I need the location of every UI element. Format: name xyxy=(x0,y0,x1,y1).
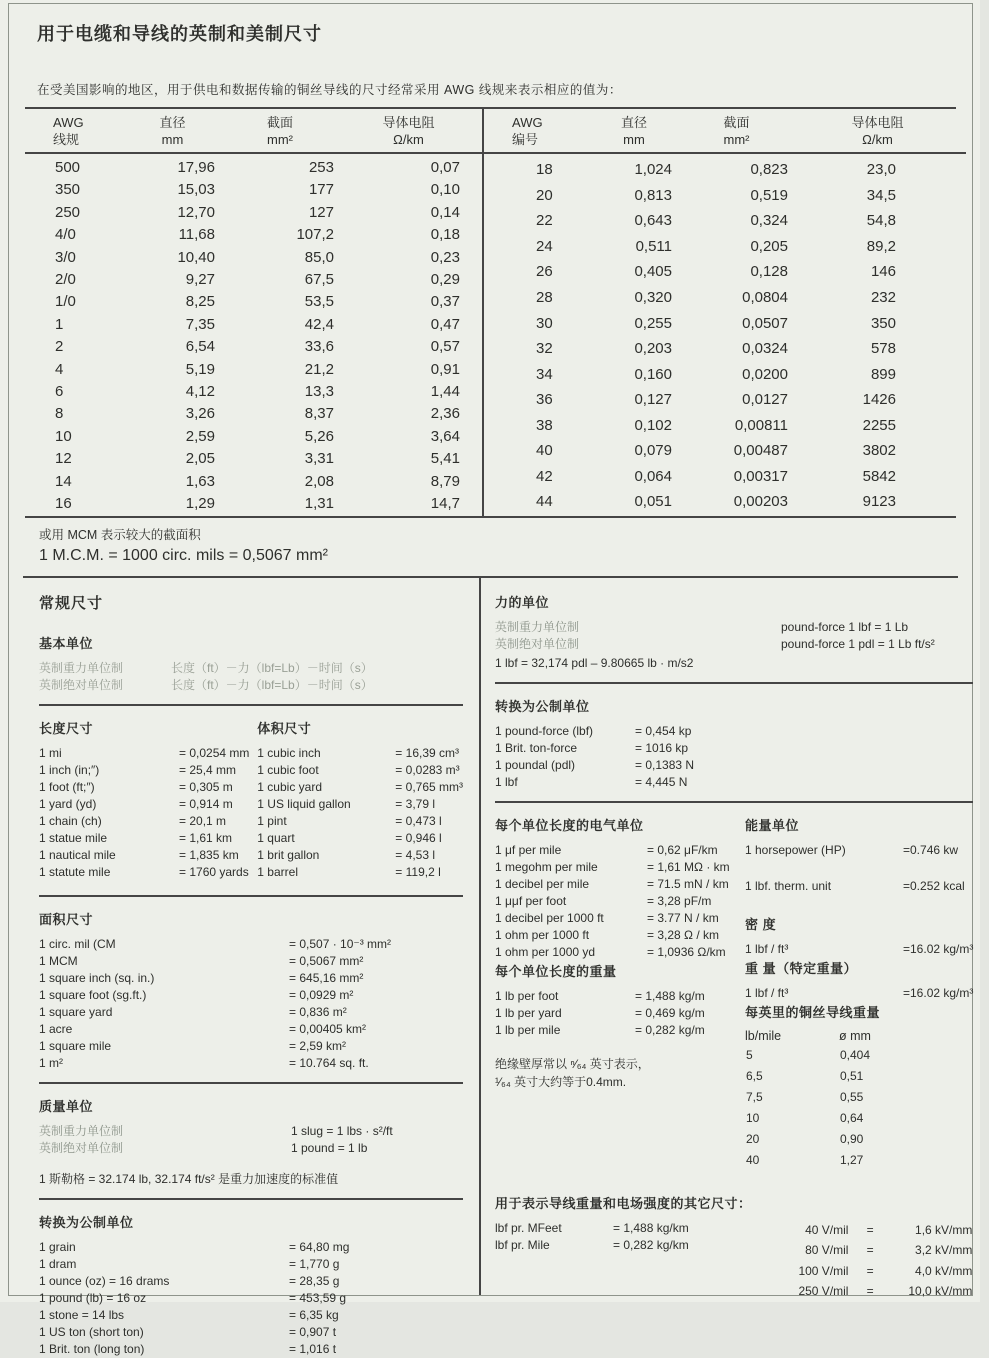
left-column xyxy=(23,578,481,1356)
table-row: 1 7,35 42,4 0,47 xyxy=(55,315,460,333)
list-item xyxy=(39,1273,463,1290)
list-item xyxy=(495,893,745,910)
table-row: 18 1,024 0,823 23,0 xyxy=(536,160,896,178)
list-item-label: 1 ounce (oz) = 16 drams xyxy=(39,1273,170,1288)
list-item-value: = 645,16 mm² xyxy=(289,970,364,985)
list-item xyxy=(495,988,745,1005)
list-item xyxy=(39,1004,463,1021)
table-row: 10 2,59 5,26 3,64 xyxy=(55,427,460,445)
electrical-list xyxy=(495,842,745,961)
list-item-label: 1 square inch (sq. in.) xyxy=(39,970,155,985)
table-row: 250 V/mil = 10,0 kV/mm xyxy=(798,1284,973,1298)
electrical-column xyxy=(495,815,745,1171)
divider xyxy=(39,1198,463,1200)
list-item-value: = 0,5067 mm² xyxy=(289,953,364,968)
table-row: 80 V/mil = 3,2 kV/mm xyxy=(805,1243,973,1257)
list-item-value: = 10.764 sq. ft. xyxy=(289,1055,369,1070)
list-item-label: 英制重力单位制 xyxy=(39,660,124,675)
divider xyxy=(495,801,973,803)
divider xyxy=(495,682,973,684)
awg-tables xyxy=(25,107,956,518)
list-item-label: 1 US liquid gallon xyxy=(257,796,351,811)
table-row: 10 0,64 xyxy=(746,1110,864,1125)
list-item-value: = 1016 kp xyxy=(635,740,689,755)
table-row: 7,5 0,55 xyxy=(746,1089,864,1104)
table-row: 42 0,064 0,00317 5842 xyxy=(536,467,896,485)
table-row: 100 V/mil = 4,0 kV/mm xyxy=(798,1263,973,1278)
list-item-value: = 71.5 mN / km xyxy=(647,876,729,891)
list-item-value: = 0,473 l xyxy=(395,813,442,828)
list-item-value: = 0,946 l xyxy=(395,830,442,845)
list-item xyxy=(495,842,745,859)
weight-specific-list xyxy=(745,985,973,1002)
list-item-label: lbf pr. MFeet xyxy=(495,1220,562,1235)
list-item-label: 1 pound (lb) = 16 oz xyxy=(39,1290,147,1305)
list-item xyxy=(39,936,463,953)
list-item xyxy=(495,1237,748,1254)
list-item-value: = 4,53 l xyxy=(395,847,435,862)
list-item-value: = 20,1 m xyxy=(179,813,227,828)
list-item xyxy=(745,878,973,895)
basic-units-list xyxy=(39,660,463,694)
mcm-note xyxy=(23,518,958,576)
table-row: 1/0 8,25 53,5 0,37 xyxy=(55,293,460,311)
heading-electrical: 每个单位长度的电气单位 xyxy=(495,817,644,833)
list-item-value: = 0,469 kg/m xyxy=(635,1005,705,1020)
divider xyxy=(39,1082,463,1084)
list-item-label: 1 poundal (pdl) xyxy=(495,757,576,772)
list-item-value: pound-force 1 lbf = 1 Lb xyxy=(781,619,909,634)
list-item-value: = 453,59 g xyxy=(289,1290,347,1305)
list-item-label: 英制重力单位制 xyxy=(495,619,580,634)
table-row: 36 0,127 0,0127 1426 xyxy=(536,391,896,409)
list-item xyxy=(257,847,463,864)
table-row: 2 6,54 33,6 0,57 xyxy=(55,338,460,356)
list-item xyxy=(745,842,973,859)
list-item xyxy=(495,944,745,961)
list-item-value: = 4,445 N xyxy=(635,774,688,789)
list-item xyxy=(495,859,745,876)
electrical-energy-block xyxy=(495,815,973,1171)
list-item-value: = 0,507 · 10⁻³ mm² xyxy=(289,936,392,951)
divider xyxy=(39,895,463,897)
table-row: 3/0 10,40 85,0 0,23 xyxy=(55,248,460,266)
heading-density: 密 度 xyxy=(745,916,777,932)
heading-length: 长度尺寸 xyxy=(39,720,94,736)
lower-panel xyxy=(23,576,974,1356)
heading-force: 力的单位 xyxy=(495,594,550,610)
list-item-value: = 0,914 m xyxy=(179,796,233,811)
list-item xyxy=(495,619,973,636)
list-item xyxy=(39,1307,463,1324)
col-header-section: 截面 mm² xyxy=(684,109,789,153)
list-item-label: 1 barrel xyxy=(257,864,298,879)
list-item-label: 1 decibel per 1000 ft xyxy=(495,910,604,925)
list-item-label: 1 yard (yd) xyxy=(39,796,97,811)
force-note: 1 lbf = 32,174 pdl – 9.80665 lb · m/s2 xyxy=(495,655,694,670)
col-header-section: 截面 mm² xyxy=(225,109,335,153)
list-item-label: 1 cubic inch xyxy=(257,745,321,760)
list-item-value: =16.02 kg/m³ xyxy=(903,941,974,956)
list-item-value: =0.252 kcal xyxy=(903,878,965,893)
list-item-value: = 0,0254 mm xyxy=(179,745,250,760)
list-item-label: 1 ohm per 1000 ft xyxy=(495,927,590,942)
intro-text: 在受美国影响的地区，用于供电和数据传输的铜丝导线的尺寸经常采用 AWG 线规来表示相应的值为： xyxy=(37,83,622,97)
list-item xyxy=(495,927,745,944)
list-item xyxy=(39,1038,463,1055)
list-item-value: = 2,59 km² xyxy=(289,1038,347,1053)
other-sizes-left-list xyxy=(495,1220,748,1302)
list-item-value: = 1,61 MΩ · km xyxy=(647,859,730,874)
list-item-value: =0.746 kw xyxy=(903,842,959,857)
list-item xyxy=(39,1256,463,1273)
length-volume-block xyxy=(39,718,463,885)
list-item-label: 1 circ. mil (CM xyxy=(39,936,116,951)
force-list xyxy=(495,619,973,653)
length-list xyxy=(39,745,257,881)
table-row: 500 17,96 253 0,07 xyxy=(55,159,460,176)
list-item-label: 1 lbf / ft³ xyxy=(745,941,789,956)
list-item-value: = 64,80 mg xyxy=(289,1239,350,1254)
list-item-value: = 3.77 N / km xyxy=(647,910,719,925)
insulation-note xyxy=(495,1055,745,1091)
heading-energy: 能量单位 xyxy=(745,817,800,833)
mcm-note-line1: 或用 MCM 表示较大的截面积 xyxy=(39,527,201,542)
list-item-label: 1 square mile xyxy=(39,1038,112,1053)
list-item-label: 1 lb per mile xyxy=(495,1022,561,1037)
list-item-value: = 1,016 t xyxy=(289,1341,337,1356)
col-header-diameter: 直径 mm xyxy=(120,109,225,153)
insulation-note-line1: 绝缘壁厚常以 ⁿ⁄₆₄ 英寸表示， xyxy=(495,1056,650,1071)
list-item-label: 1 US ton (short ton) xyxy=(39,1324,144,1339)
list-item-value: = 0,836 m² xyxy=(289,1004,347,1019)
heading-mass-metric: 转换为公制单位 xyxy=(39,1214,134,1230)
list-item-label: 1 ohm per 1000 yd xyxy=(495,944,596,959)
list-item-value: 长度（ft）－力（lbf=Lb）－时间（s） xyxy=(171,677,373,692)
length-column xyxy=(39,718,257,885)
list-item xyxy=(39,1341,463,1358)
awg-table-right xyxy=(484,109,966,516)
list-item-value: 1 pound = 1 lb xyxy=(291,1140,368,1155)
table-row: 6 4,12 13,3 1,44 xyxy=(55,383,460,401)
table-row: 8 3,26 8,37 2,36 xyxy=(55,405,460,423)
list-item-label: 1 lbf. therm. unit xyxy=(745,878,832,893)
list-item-label: 1 brit gallon xyxy=(257,847,320,862)
list-item-label: 1 lbf xyxy=(495,774,518,789)
volume-list xyxy=(257,745,463,881)
list-item-label: 1 lb per yard xyxy=(495,1005,562,1020)
heading-force-metric: 转换为公制单位 xyxy=(495,698,590,714)
list-item-value: = 0,1383 N xyxy=(635,757,695,772)
list-item-label: 1 statute mile xyxy=(39,864,111,879)
table-row: 24 0,511 0,205 89,2 xyxy=(536,237,896,255)
list-item-value: = 1,835 km xyxy=(179,847,239,862)
copper-wire-table-body xyxy=(745,1045,871,1171)
heading-area: 面积尺寸 xyxy=(39,911,94,927)
list-item-label: 英制绝对单位制 xyxy=(495,636,580,651)
list-item xyxy=(39,847,257,864)
list-item-value: = 1,0936 Ω/km xyxy=(647,944,726,959)
list-item xyxy=(257,864,463,881)
table-row: 16 1,29 1,31 14,7 xyxy=(55,495,460,513)
insulation-note-line2: ¹⁄₆₄ 英寸大约等于0.4mm. xyxy=(495,1074,627,1089)
list-item-label: 1 cubic foot xyxy=(257,762,319,777)
list-item-value: = 0,00405 km² xyxy=(289,1021,367,1036)
list-item-label: 1 Brit. ton (long ton) xyxy=(39,1341,145,1356)
awg-table-right-body xyxy=(484,153,966,516)
table-row: 26 0,405 0,128 146 xyxy=(536,263,896,281)
list-item-label: 1 grain xyxy=(39,1239,76,1254)
list-item-value: = 0,62 μF/km xyxy=(647,842,718,857)
list-item xyxy=(39,745,257,762)
heading-basic-units: 基本单位 xyxy=(39,635,94,651)
table-row: 2/0 9,27 67,5 0,29 xyxy=(55,271,460,289)
list-item-label: 1 lb per foot xyxy=(495,988,559,1003)
list-item-label: 1 inch (in;″) xyxy=(39,762,100,777)
mcm-note-line2: 1 M.C.M. = 1000 circ. mils = 0,5067 mm² xyxy=(39,546,328,564)
mass-list xyxy=(39,1123,463,1157)
awg-table-left-body xyxy=(25,153,483,516)
list-item xyxy=(495,740,973,757)
table-row: 5 0,404 xyxy=(746,1047,871,1062)
page-frame xyxy=(8,3,974,1356)
list-item-value: 长度（ft）－力（lbf=Lb）－时间（s） xyxy=(171,660,373,675)
table-row: 6,5 0,51 xyxy=(746,1068,864,1083)
density-list xyxy=(745,941,973,958)
table-row: 32 0,203 0,0324 578 xyxy=(536,340,896,358)
list-item xyxy=(39,796,257,813)
list-item-value: = 1,488 kg/km xyxy=(613,1220,689,1235)
list-item-label: 1 cubic yard xyxy=(257,779,322,794)
list-item xyxy=(39,830,257,847)
list-item xyxy=(495,757,973,774)
section-title-general: 常规尺寸 xyxy=(39,594,104,612)
list-item-value: = 3,28 pF/m xyxy=(647,893,712,908)
volume-column xyxy=(257,718,463,885)
table-row: 40 V/mil = 1,6 kV/mm xyxy=(805,1222,973,1237)
list-item-label: 1 m² xyxy=(39,1055,63,1070)
list-item-value: = 25,4 mm xyxy=(179,762,237,777)
list-item xyxy=(39,1290,463,1307)
list-item-value: = 3,79 l xyxy=(395,796,435,811)
list-item xyxy=(39,1140,463,1157)
list-item xyxy=(39,1123,463,1140)
mass-note: 1 斯勒格 = 32.174 lb, 32.174 ft/s² 是重力加速度的标准值 xyxy=(39,1171,339,1186)
list-item-value: = 0,0283 m³ xyxy=(395,762,460,777)
col-header-awg: AWG 线规 xyxy=(25,109,120,153)
heading-volume: 体积尺寸 xyxy=(257,720,312,736)
list-item xyxy=(257,745,463,762)
list-item-value: = 0,282 kg/km xyxy=(613,1237,689,1252)
list-item-value: = 1,61 km xyxy=(179,830,233,845)
heading-copper-wire: 每英里的铜丝导线重量 xyxy=(745,1004,881,1020)
list-item-label: 1 square yard xyxy=(39,1004,113,1019)
list-item-value: pound-force 1 pdl = 1 Lb ft/s² xyxy=(781,636,935,651)
copper-col-diameter: ø mm xyxy=(839,1028,871,1043)
list-item-value: = 28,35 g xyxy=(289,1273,340,1288)
list-item xyxy=(257,830,463,847)
list-item-value: = 6,35 kg xyxy=(289,1307,339,1322)
list-item-label: 1 Brit. ton-force xyxy=(495,740,578,755)
awg-table-right-header xyxy=(484,109,966,153)
list-item-label: 1 square foot (sg.ft.) xyxy=(39,987,147,1002)
list-item-value: = 119,2 l xyxy=(395,864,441,879)
page-title: 用于电缆和导线的英制和美制尺寸 xyxy=(37,24,322,44)
list-item-label: 英制绝对单位制 xyxy=(39,1140,124,1155)
table-row: 40 0,079 0,00487 3802 xyxy=(536,442,896,460)
list-item xyxy=(495,723,973,740)
right-column xyxy=(481,578,989,1296)
list-item xyxy=(257,779,463,796)
mass-metric-list xyxy=(39,1239,463,1358)
list-item-label: lbf pr. Mile xyxy=(495,1237,550,1252)
awg-table-left-header xyxy=(25,109,483,153)
table-row: 28 0,320 0,0804 232 xyxy=(536,288,896,306)
list-item-value: = 0,305 m xyxy=(179,779,233,794)
copper-wire-table xyxy=(745,1029,871,1171)
copper-col-lb-mile: lb/mile xyxy=(745,1028,782,1043)
list-item-label: 1 μf per mile xyxy=(495,842,562,857)
list-item-value: = 1,770 g xyxy=(289,1256,340,1271)
list-item xyxy=(495,636,973,653)
list-item-label: 1 statue mile xyxy=(39,830,108,845)
heading-other-sizes: 用于表示导线重量和电场强度的其它尺寸： xyxy=(495,1195,752,1211)
list-item-label: 1 dram xyxy=(39,1256,77,1271)
list-item-label: 1 μμf per foot xyxy=(495,893,567,908)
list-item xyxy=(39,762,257,779)
list-item-label: 1 MCM xyxy=(39,953,78,968)
list-item-label: 1 pint xyxy=(257,813,287,828)
table-row: 4/0 11,68 107,2 0,18 xyxy=(55,226,460,244)
list-item xyxy=(257,813,463,830)
list-item-value: = 3,28 Ω / km xyxy=(647,927,719,942)
heading-mass: 质量单位 xyxy=(39,1098,94,1114)
list-item-value: = 1,488 kg/m xyxy=(635,988,705,1003)
other-sizes-block xyxy=(495,1193,973,1302)
divider xyxy=(39,704,463,706)
list-item-label: 1 quart xyxy=(257,830,295,845)
table-row: 44 0,051 0,00203 9123 xyxy=(536,493,896,511)
list-item xyxy=(39,1055,463,1072)
list-item-label: 1 horsepower (HP) xyxy=(745,842,846,857)
list-item-label: 1 acre xyxy=(39,1021,73,1036)
table-row: 20 0,813 0,519 34,5 xyxy=(536,186,896,204)
list-item xyxy=(39,1021,463,1038)
col-header-resistance: 导体电阻 Ω/km xyxy=(789,109,966,153)
list-item-label: 1 foot (ft;″) xyxy=(39,779,95,794)
list-item xyxy=(39,987,463,1004)
table-row: 40 1,27 xyxy=(746,1152,864,1167)
list-item xyxy=(39,660,463,677)
energy-column xyxy=(745,815,973,1171)
list-item-value: = 0,907 t xyxy=(289,1324,337,1339)
list-item-label: 英制绝对单位制 xyxy=(39,677,124,692)
list-item-value: = 16,39 cm³ xyxy=(395,745,459,760)
awg-table-left xyxy=(25,109,484,516)
list-item-value: = 0,282 kg/m xyxy=(635,1022,705,1037)
heading-weight-specific: 重 量（特定重量） xyxy=(745,960,858,976)
list-item xyxy=(39,813,257,830)
list-item xyxy=(39,677,463,694)
list-item xyxy=(745,941,973,958)
list-item xyxy=(495,910,745,927)
vmil-table-body xyxy=(748,1220,974,1302)
force-metric-list xyxy=(495,723,973,791)
list-item xyxy=(745,985,973,1002)
list-item xyxy=(39,1239,463,1256)
list-item-label: 1 chain (ch) xyxy=(39,813,102,828)
table-row: 250 12,70 127 0,14 xyxy=(55,203,460,221)
table-row: 350 15,03 177 0,10 xyxy=(55,181,460,199)
list-item xyxy=(495,876,745,893)
list-item xyxy=(39,779,257,796)
heading-weight-per-length: 每个单位长度的重量 xyxy=(495,963,617,979)
list-item-value: = 0,0929 m² xyxy=(289,987,354,1002)
list-item xyxy=(495,1220,748,1237)
table-row: 14 1,63 2,08 8,79 xyxy=(55,472,460,490)
list-item-label: 英制重力单位制 xyxy=(39,1123,124,1138)
list-item-label: 1 stone = 14 lbs xyxy=(39,1307,125,1322)
col-header-diameter: 直径 mm xyxy=(584,109,684,153)
list-item-label: 1 lbf / ft³ xyxy=(745,985,789,1000)
table-row: 4 5,19 21,2 0,91 xyxy=(55,360,460,378)
energy-list xyxy=(745,842,973,895)
list-item xyxy=(495,1022,745,1039)
list-item-value: = 0,454 kp xyxy=(635,723,692,738)
list-item-label: 1 nautical mile xyxy=(39,847,116,862)
list-item xyxy=(257,796,463,813)
list-item xyxy=(39,970,463,987)
list-item-value: = 0,765 mm³ xyxy=(395,779,463,794)
table-row: 12 2,05 3,31 5,41 xyxy=(55,450,460,468)
list-item xyxy=(39,953,463,970)
list-item-value: = 1760 yards xyxy=(179,864,249,879)
col-header-resistance: 导体电阻 Ω/km xyxy=(335,109,483,153)
list-item xyxy=(39,864,257,881)
list-item-label: 1 decibel per mile xyxy=(495,876,590,891)
col-header-awg: AWG 编号 xyxy=(484,109,584,153)
list-item xyxy=(39,1324,463,1341)
list-item-label: 1 pound-force (lbf) xyxy=(495,723,594,738)
area-list xyxy=(39,936,463,1072)
table-row: 20 0,90 xyxy=(746,1131,864,1146)
list-item-value: 1 slug = 1 lbs · s²/ft xyxy=(291,1123,393,1138)
weight-per-length-list xyxy=(495,988,745,1039)
list-item-value: =16.02 kg/m³ xyxy=(903,985,974,1000)
table-row: 34 0,160 0,0200 899 xyxy=(536,365,896,383)
list-item-label: 1 mi xyxy=(39,745,62,760)
list-item xyxy=(495,1005,745,1022)
list-item xyxy=(495,774,973,791)
list-item xyxy=(257,762,463,779)
table-row: 38 0,102 0,00811 2255 xyxy=(536,416,896,434)
table-row: 22 0,643 0,324 54,8 xyxy=(536,212,896,230)
list-item-label: 1 megohm per mile xyxy=(495,859,598,874)
vmil-table xyxy=(748,1220,974,1302)
table-row: 30 0,255 0,0507 350 xyxy=(536,314,896,332)
